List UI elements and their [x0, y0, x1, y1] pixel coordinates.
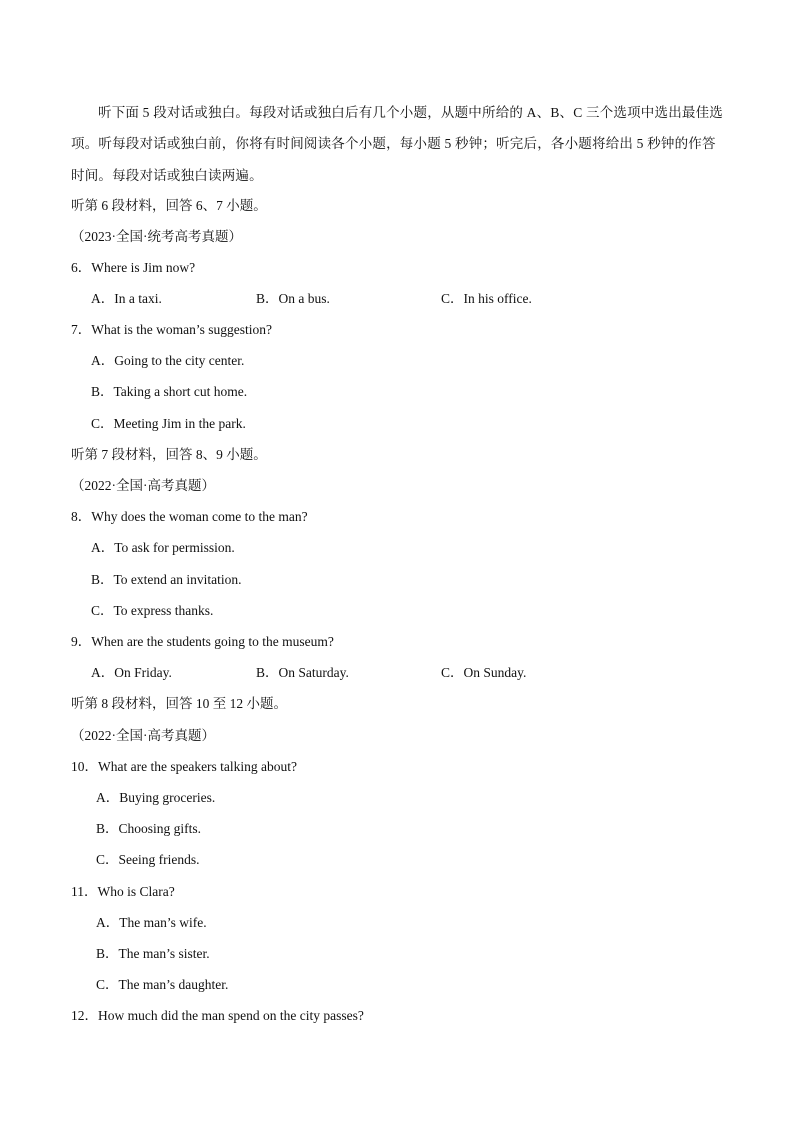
- question-source: （2022·全国·高考真题）: [71, 478, 215, 493]
- question-stem-8: 8．Why does the woman come to the man?: [71, 509, 308, 524]
- option-6b: B．On a bus.: [256, 291, 330, 306]
- option-10a: A．Buying groceries.: [96, 790, 216, 805]
- question-source: （2023·全国·统考高考真题）: [71, 229, 242, 244]
- section-instruction-6-7: 听第 6 段材料，回答 6、7 小题。: [71, 198, 267, 213]
- section-instruction-8-9: 听第 7 段材料，回答 8、9 小题。: [71, 447, 267, 462]
- option-11b: B．The man’s sister.: [96, 946, 210, 961]
- option-7c: C．Meeting Jim in the park.: [91, 416, 246, 431]
- question-stem-10: 10．What are the speakers talking about?: [71, 759, 298, 774]
- listening-instructions: 听下面 5 段对话或独白。每段对话或独白后有几个小题，从题中所给的 A、B、C 三个选项中选出最佳选项。听每段对话或独白前，你将有时间阅读各个小题，每小题 5 秒钟；听完后，各小题将给出 5 秒钟的作答时间。每段对话或独白读两遍。: [71, 105, 724, 183]
- section-instruction-10-12: 听第 8 段材料，回答 10 至 12 小题。: [71, 696, 287, 711]
- option-8c: C．To express thanks.: [91, 603, 214, 618]
- option-11a: A．The man’s wife.: [96, 915, 207, 930]
- option-6c: C．In his office.: [441, 291, 532, 306]
- option-7b: B．Taking a short cut home.: [91, 384, 248, 399]
- option-8b: B．To extend an invitation.: [91, 572, 242, 587]
- option-9a: A．On Friday.: [91, 665, 172, 680]
- question-source: （2022·全国·高考真题）: [71, 728, 215, 743]
- question-stem-11: 11．Who is Clara?: [71, 884, 175, 899]
- option-10c: C．Seeing friends.: [96, 852, 200, 867]
- question-stem-9: 9．When are the students going to the museum?: [71, 634, 334, 649]
- option-8a: A．To ask for permission.: [91, 540, 235, 555]
- option-7a: A．Going to the city center.: [91, 353, 245, 368]
- question-stem-6: 6．Where is Jim now?: [71, 260, 196, 275]
- option-11c: C．The man’s daughter.: [96, 977, 229, 992]
- option-6a: A．In a taxi.: [91, 291, 162, 306]
- question-stem-12: 12．How much did the man spend on the city passes?: [71, 1008, 364, 1023]
- option-10b: B．Choosing gifts.: [96, 821, 202, 836]
- option-9b: B．On Saturday.: [256, 665, 349, 680]
- option-9c: C．On Sunday.: [441, 665, 527, 680]
- question-stem-7: 7．What is the woman’s suggestion?: [71, 322, 272, 337]
